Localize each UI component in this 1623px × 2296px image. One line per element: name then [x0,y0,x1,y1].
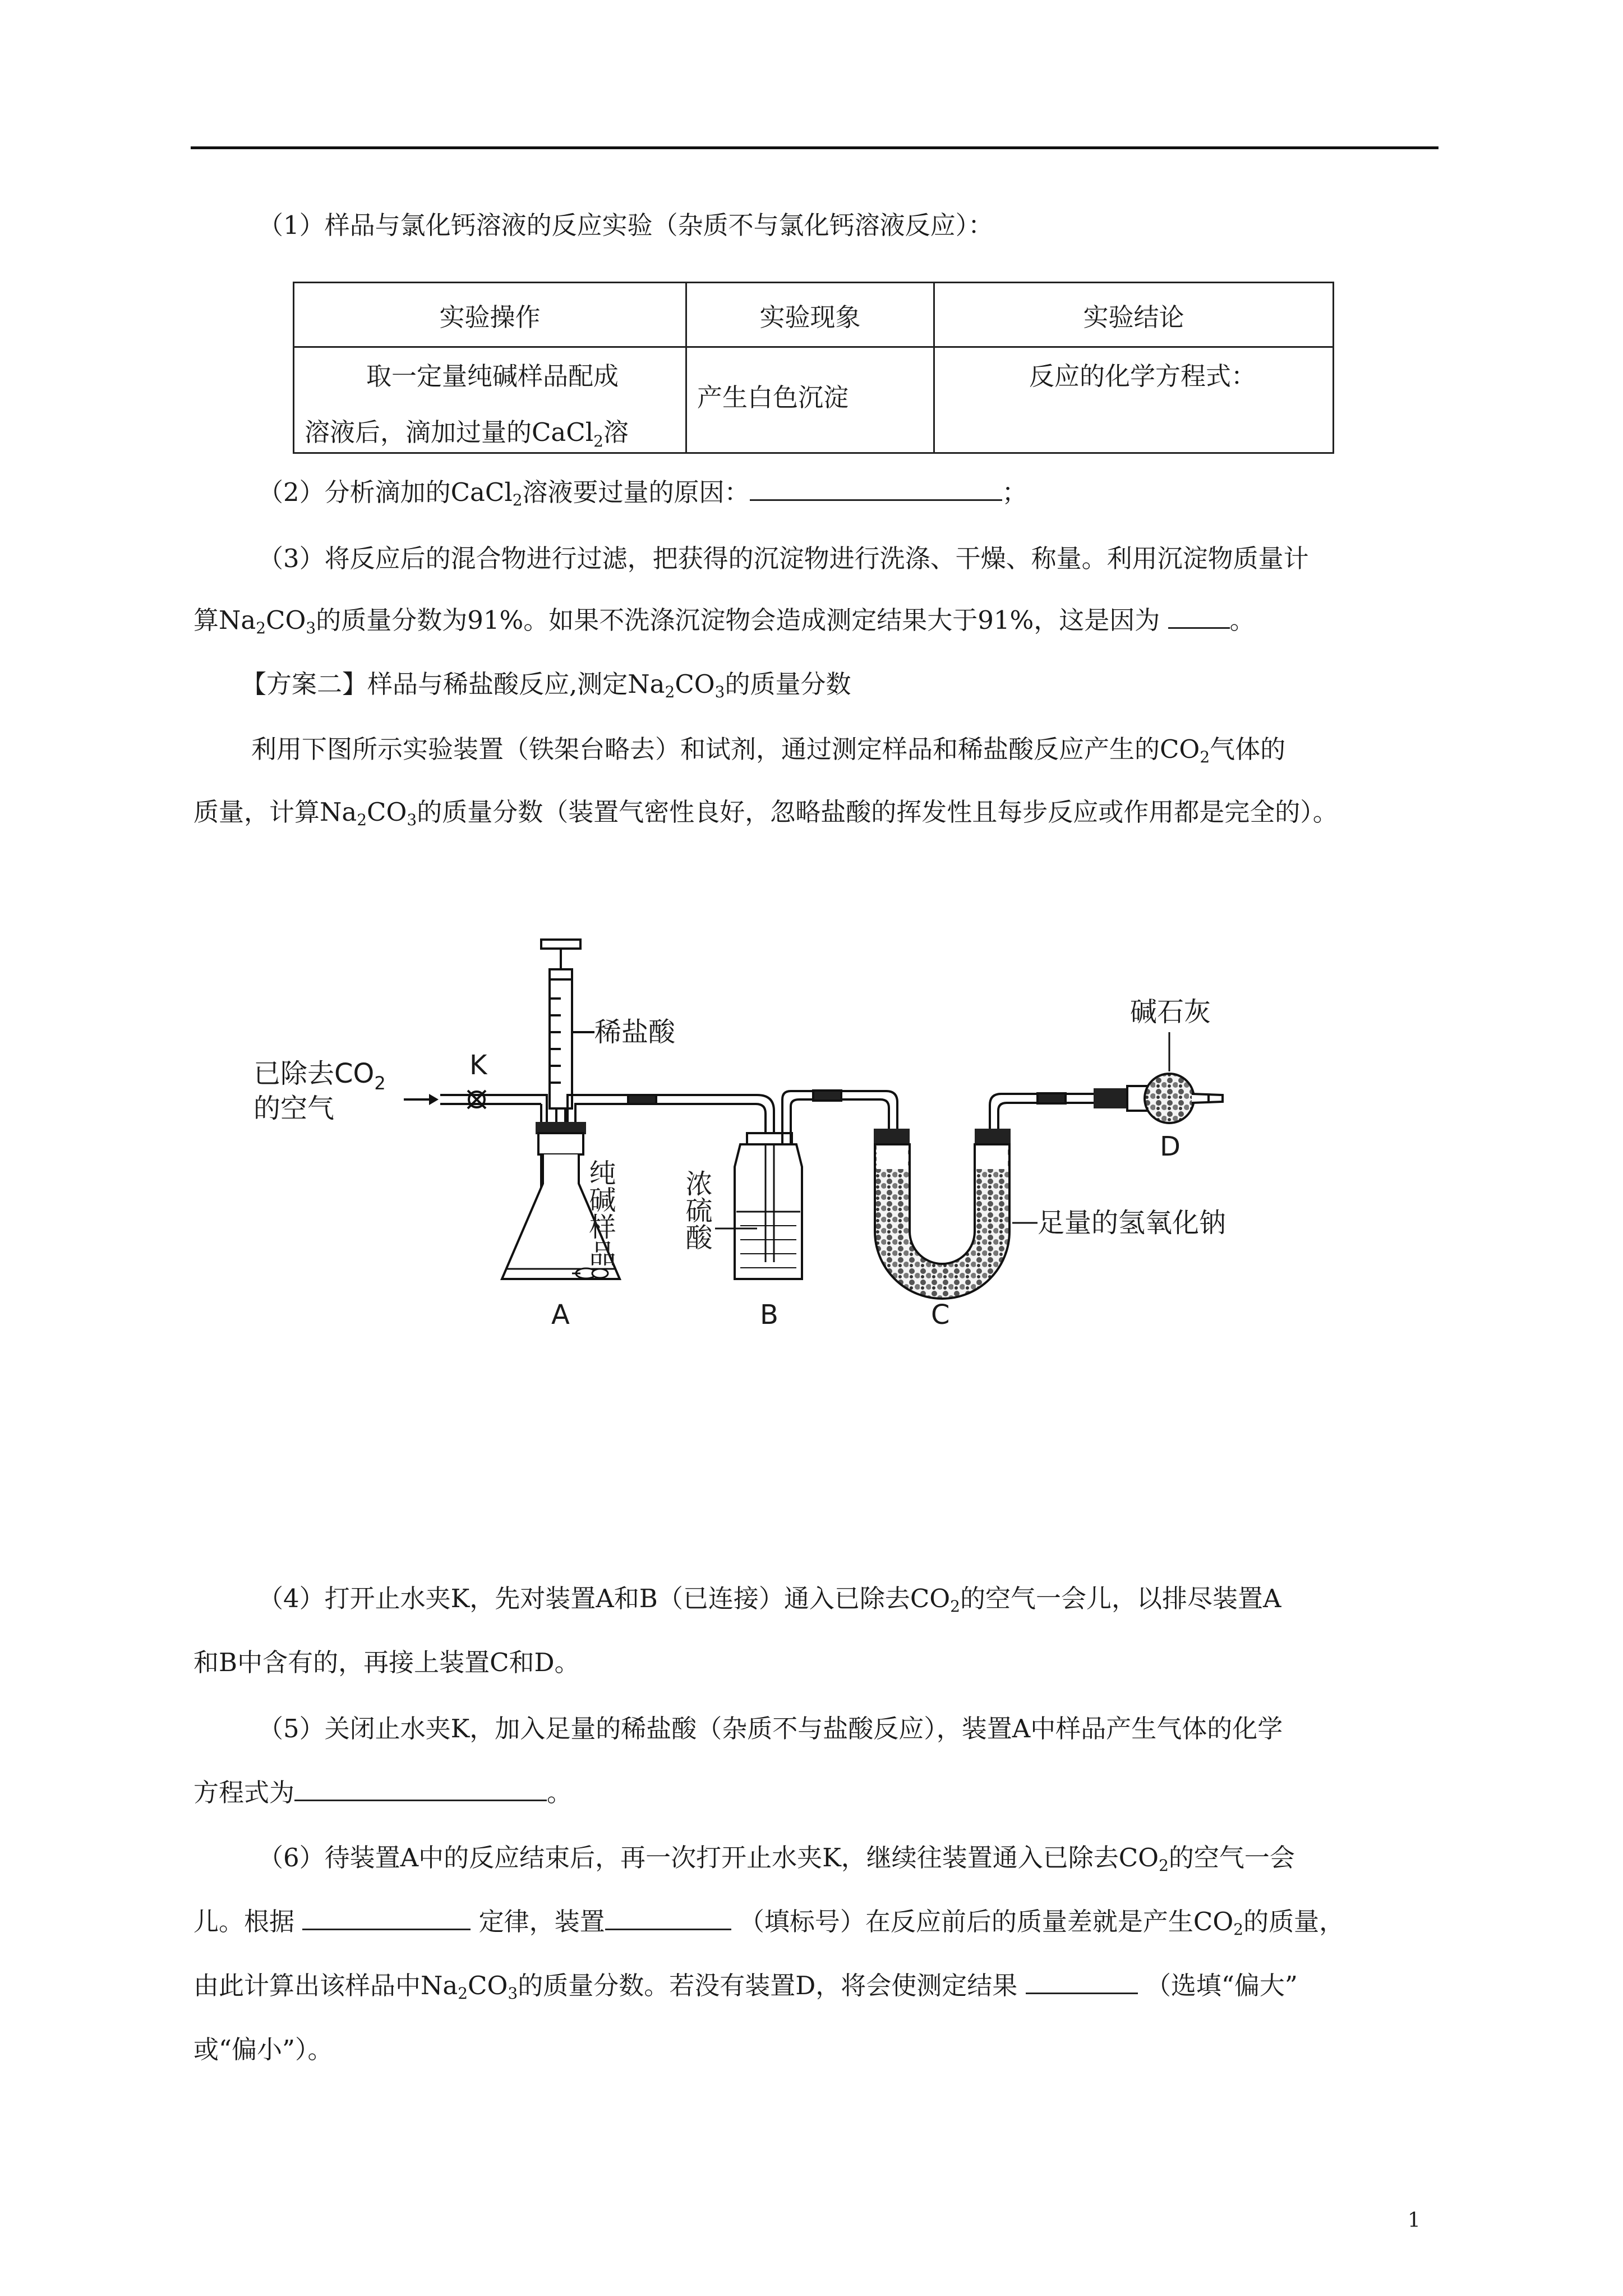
air-label-line-2: 的空气 [253,1093,335,1124]
h2so4-label: 浓硫酸 [681,1170,712,1250]
question-6-line-4: 或“偏小”）。 [193,2035,333,2064]
label-d: D [1160,1131,1181,1162]
header-operation: 实验操作 [294,283,686,347]
table-header-row [294,283,1334,347]
question-4-line-2: 和B中含有的，再接上装置C和D。 [193,1648,580,1677]
answer-blank-6b[interactable] [605,1905,731,1930]
table-row [294,347,1334,453]
label-c: C [931,1299,950,1331]
sample-label: 纯碱样品 [584,1159,616,1267]
question-3-line-2: 算$Na_2CO_3$的质量分数为91%。如果不洗涤沉淀物会造成测定结果大于91%，这是因为 。 [193,604,1255,645]
header-rule [191,146,1438,149]
tube-c-d [990,1093,1110,1129]
answer-blank-6c[interactable] [1026,1969,1138,1994]
answer-blank-3[interactable] [1168,604,1230,629]
question-4-line-1: （4）打开止水夹K，先对装置A和B（已连接）通入已除去$CO_2$的空气一会儿，以排尽装置A [258,1584,1281,1616]
operation-line-1: 取一定量纯碱样品配成 [366,361,619,391]
intro-line-1: 利用下图所示实验装置（铁架台略去）和试剂，通过测定样品和稀盐酸反应产生的$CO_2$气体的 [251,734,1286,766]
naoh-label: 足量的氢氧化钠 [1038,1207,1227,1239]
conclusion-text: 反应的化学方程式： [1029,361,1257,391]
air-inlet-arrow [404,1094,439,1105]
question-5-line-1: （5）关闭止水夹K，加入足量的稀盐酸（杂质不与盐酸反应），装置A中样品产生气体的化学 [258,1714,1283,1743]
label-a: A [551,1299,570,1331]
answer-blank-5[interactable] [294,1776,547,1801]
soda-lime-label: 碱石灰 [1130,996,1211,1028]
intro-line-2: 质量，计算$Na_2CO_3$的质量分数（装置气密性良好，忽略盐酸的挥发性且每步反应或作用都是完全的）。 [193,797,1338,829]
valve-k[interactable] [468,1091,486,1108]
question-6-line-1: （6）待装置A中的反应结束后，再一次打开止水夹K，继续往装置通入已除去$CO_2$的空气一会 [258,1843,1295,1875]
question-5-line-2: 方程式为 。 [193,1776,572,1810]
valve-label: K [469,1050,487,1081]
experiment-table [293,282,1334,454]
phenomenon-text: 产生白色沉淀 [697,383,849,412]
cell-conclusion [934,347,1334,453]
label-b: B [760,1299,778,1331]
question-3-line-1: （3）将反应后的混合物进行过滤，把获得的沉淀物进行洗涤、干燥、称量。利用沉淀物质量计 [258,544,1309,573]
apparatus-diagram [236,920,1267,1335]
acid-label: 稀盐酸 [594,1016,676,1048]
bottle-b [735,1133,802,1279]
header-phenomenon: 实验现象 [686,283,934,347]
cell-phenomenon [686,347,934,453]
cell-operation [294,347,686,453]
u-tube-c [874,1129,1011,1299]
air-label-line-1: 已除去$CO_2$ [253,1058,386,1094]
header-conclusion: 实验结论 [934,283,1334,347]
tube-a-b [568,1095,774,1144]
answer-blank-6a[interactable] [302,1905,471,1930]
answer-blank-2[interactable] [750,476,1002,501]
question-6-line-3: 由此计算出该样品中$Na_2CO_3$的质量分数。若没有装置D，将会使测定结果 （选填“偏大” [193,1969,1298,2010]
page-number: 1 [1408,2209,1421,2232]
operation-line-2: 溶液后，滴加过量的CaCl$_2$溶 [305,417,629,450]
question-1 [258,209,993,242]
plan-2-heading: 【方案二】样品与稀盐酸反应,测定$Na_2CO_3$的质量分数 [241,669,851,701]
drying-tube-d [1094,1074,1223,1123]
question-1-text: （1）样品与氯化钙溶液的反应实验（杂质不与氯化钙溶液反应）： [258,210,994,240]
question-6-line-2: 儿。根据 定律，装置 （填标号）在反应前后的质量差就是产生$CO_2$的质量， [193,1905,1344,1947]
question-2: （2）分析滴加的CaCl$_2$溶液要过量的原因： ； [258,476,1027,517]
